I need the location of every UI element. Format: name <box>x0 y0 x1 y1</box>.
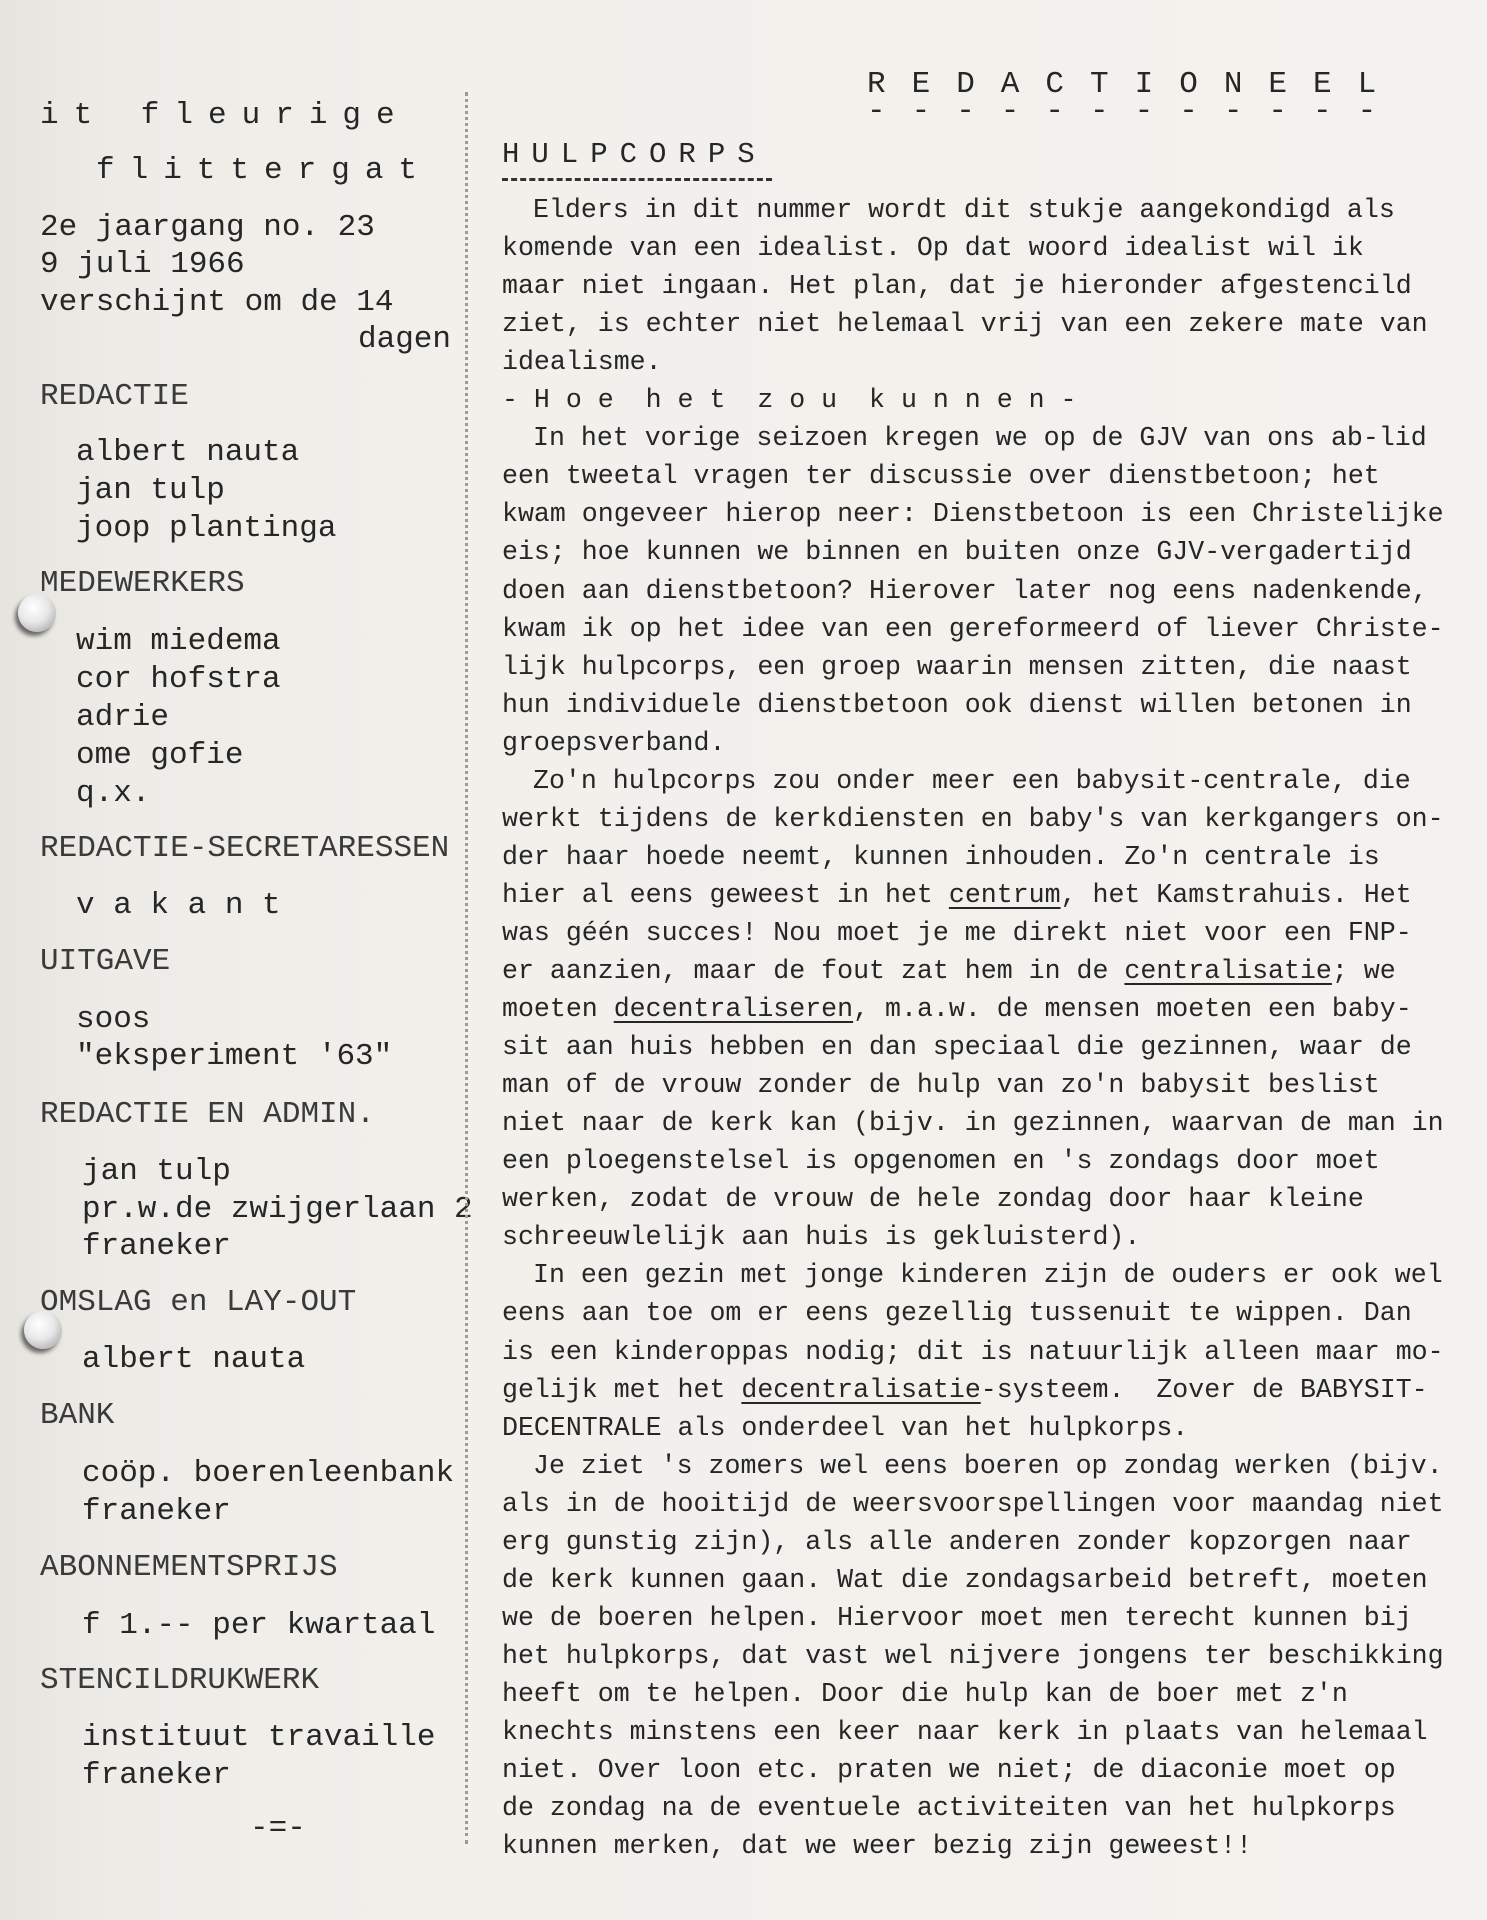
text-segment: ; we <box>1331 956 1396 986</box>
text-segment: werken, zodat de vrouw de hele zondag door haar kleine <box>502 1184 1364 1215</box>
article-line <box>502 1751 1396 1789</box>
article-line <box>502 952 1396 990</box>
article-line <box>502 1523 1412 1561</box>
colophon-entry: pr.w.de zwijgerlaan 2 <box>82 1192 473 1227</box>
article-line <box>502 495 1444 533</box>
text-segment: hun individuele dienstbetoon ook dienst willen betonen in <box>502 689 1412 720</box>
article-line <box>502 1675 1348 1713</box>
text-segment: niet. Over loon etc. praten we niet; de diaconie moet op <box>502 1755 1396 1786</box>
colophon-heading: OMSLAG en LAY-OUT <box>40 1285 357 1320</box>
article-line <box>502 1485 1444 1523</box>
colophon-entry: 2e jaargang no. 23 <box>40 210 375 245</box>
colophon-entry: franeker <box>82 1229 231 1264</box>
colophon-entry: wim miedema <box>76 624 281 659</box>
text-segment: maar niet ingaan. Het plan, dat je hieronder afgestencild <box>502 271 1412 302</box>
text-segment: DECENTRALE als onderdeel van het hulpkorps. <box>502 1412 1189 1443</box>
article-line <box>502 876 1412 914</box>
colophon-entry: f 1.-- per kwartaal <box>82 1608 436 1643</box>
text-segment: eis; hoe kunnen we binnen en buiten onze GJV-vergadertijd <box>502 537 1412 568</box>
text-segment: komende van een idealist. Op dat woord idealist wil ik <box>502 233 1364 264</box>
text-segment: knechts minstens een keer naar kerk in plaats van helemaal <box>502 1717 1428 1747</box>
colophon-entry: franeker <box>82 1494 231 1529</box>
text-segment: als in de hooitijd de weersvoorspellingen voor maandag niet <box>502 1488 1444 1519</box>
text-segment: , m.a.w. de mensen moeten een baby- <box>853 994 1412 1025</box>
article-line <box>502 1294 1412 1332</box>
article-line <box>502 990 1412 1028</box>
article-line <box>533 1447 1443 1485</box>
article-line <box>502 1713 1428 1751</box>
colophon-entry: verschijnt om de 14 <box>40 285 394 320</box>
colophon-heading: ABONNEMENTSPRIJS <box>40 1550 338 1585</box>
colophon-entry: cor hofstra <box>76 662 281 697</box>
article-line <box>502 457 1380 495</box>
article-line <box>502 343 662 381</box>
article-line <box>502 610 1444 648</box>
colophon-heading: BANK <box>40 1398 115 1433</box>
article-line <box>502 1637 1444 1675</box>
colophon-heading: REDACTIE-SECRETARESSEN <box>40 831 450 866</box>
article-line <box>502 1028 1412 1066</box>
underlined-word: centrum <box>948 879 1061 910</box>
article-line <box>502 305 1428 343</box>
masthead-title-line2: flittergat <box>96 153 433 188</box>
masthead-title-line1: it fleurige <box>40 98 410 133</box>
colophon-entry: v a k a n t <box>76 888 281 923</box>
article-line <box>502 838 1380 876</box>
colophon-entry: albert nauta <box>82 1342 306 1377</box>
article-line <box>502 914 1412 952</box>
colophon-entry: q.x. <box>76 776 151 811</box>
text-segment: de zondag na de eventuele activiteiten van het hulpkorps <box>502 1793 1396 1824</box>
colophon-heading: UITGAVE <box>40 944 171 979</box>
text-segment: doen aan dienstbetoon? Hierover later nog eens nadenkende, <box>502 575 1428 606</box>
text-segment: was géén succes! Nou moet je me direkt niet voor een FNP- <box>502 917 1412 948</box>
text-segment: sit aan huis hebben en dan speciaal die gezinnen, waar de <box>502 1032 1412 1063</box>
article-line <box>502 1827 1252 1865</box>
colophon-entry: soos <box>76 1002 151 1037</box>
article-line <box>502 533 1412 571</box>
colophon-entry: jan tulp <box>82 1154 231 1189</box>
colophon-entry: instituut travaille <box>82 1720 436 1755</box>
text-segment: moeten <box>502 994 614 1025</box>
text-segment: erg gunstig zijn), als alle anderen zonder kopzorgen naar <box>502 1526 1412 1557</box>
column-divider <box>465 92 468 1844</box>
article-line <box>502 686 1412 724</box>
text-segment: niet naar de kerk kan (bijv. in gezinnen, waarvan de man in <box>502 1108 1444 1139</box>
text-segment: Je ziet 's zomers wel eens boeren op zondag werken (bijv. <box>533 1450 1443 1481</box>
article-heading: HULPCORPS <box>502 138 767 171</box>
article-line <box>502 1218 1140 1256</box>
colophon-entry: ome gofie <box>76 738 244 773</box>
colophon-heading: REDACTIE EN ADMIN. <box>40 1097 375 1132</box>
text-segment: lijk hulpcorps, een groep waarin mensen zitten, die naast <box>502 651 1412 682</box>
article-line <box>502 229 1364 267</box>
article-heading-underline <box>502 178 772 181</box>
colophon-entry: coöp. boerenleenbank <box>82 1456 455 1491</box>
underlined-word: decentraliseren <box>613 994 854 1025</box>
text-segment: In het vorige seizoen kregen we op de GJV van ons ab-lid <box>533 423 1427 454</box>
article-line <box>502 1409 1188 1447</box>
text-segment: der haar hoede neemt, kunnen inhouden. Zo'n centrale is <box>502 841 1380 872</box>
article-line <box>502 1789 1396 1827</box>
colophon-entry: jan tulp <box>76 473 225 508</box>
colophon-heading: REDACTIE <box>40 379 189 414</box>
text-segment: gelijk met het <box>502 1374 742 1405</box>
article-line <box>502 1142 1380 1180</box>
colophon-heading: MEDEWERKERS <box>40 566 245 601</box>
article-line <box>502 1371 1428 1409</box>
text-segment: schreeuwlelijk aan huis is gekluisterd). <box>502 1222 1141 1253</box>
text-segment: de kerk kunnen gaan. Wat die zondagsarbeid betreft, moeten <box>502 1564 1428 1595</box>
colophon-entry: joop plantinga <box>76 511 337 546</box>
text-segment: , het Kamstrahuis. Het <box>1060 879 1412 910</box>
text-segment: werkt tijdens de kerkdiensten en baby's van kerkgangers on- <box>502 803 1444 834</box>
colophon-entry: 9 juli 1966 <box>40 247 245 282</box>
colophon-entry: albert nauta <box>76 435 300 470</box>
text-segment: ziet, is echter niet helemaal vrij van een zekere mate van <box>502 309 1428 340</box>
text-segment: we de boeren helpen. Hiervoor moet men terecht kunnen bij <box>502 1602 1412 1633</box>
article-line <box>533 1256 1443 1294</box>
article-line <box>502 1066 1380 1104</box>
text-segment: kwam ik op het idee van een gereformeerd of liever Christe- <box>502 613 1444 644</box>
text-segment: idealisme. <box>502 347 662 378</box>
text-segment: kwam ongeveer hierop neer: Dienstbetoon is een Christelijke <box>502 499 1444 530</box>
text-segment: er aanzien, maar de fout zat hem in de <box>502 956 1125 986</box>
article-line <box>502 1104 1444 1142</box>
text-segment: heeft om te helpen. Door die hulp kan de boer met z'n <box>502 1678 1348 1709</box>
colophon-heading: STENCILDRUKWERK <box>40 1663 320 1698</box>
article-line <box>502 381 1077 419</box>
text-segment: - H o e h e t z o u k u n n e n - <box>502 385 1077 416</box>
colophon-entry: adrie <box>76 700 170 735</box>
text-segment: een tweetal vragen ter discussie over dienstbetoon; het <box>502 461 1380 492</box>
article-line <box>502 1180 1364 1218</box>
text-segment: -systeem. Zover de BABYSIT- <box>980 1374 1428 1405</box>
article-line <box>502 648 1412 686</box>
text-segment: man of de vrouw zonder de hulp van zo'n babysit beslist <box>502 1070 1380 1101</box>
article-line <box>502 1333 1444 1371</box>
article-line <box>533 191 1395 229</box>
underlined-word: decentralisatie <box>741 1374 981 1405</box>
article-line <box>502 800 1444 838</box>
text-segment: is een kinderoppas nodig; dit is natuurlijk alleen maar mo- <box>502 1336 1444 1367</box>
text-segment: hier al eens geweest in het <box>502 879 949 910</box>
text-segment: kunnen merken, dat we weer bezig zijn geweest!! <box>502 1831 1253 1862</box>
text-segment: een ploegenstelsel is opgenomen en 's zondags door moet <box>502 1146 1380 1177</box>
text-segment: Zo'n hulpcorps zou onder meer een babysit-centrale, die <box>533 765 1411 796</box>
section-title: REDACTIONEEL <box>867 67 1403 102</box>
text-segment: eens aan toe om er eens gezellig tussenuit te wippen. Dan <box>502 1298 1412 1329</box>
text-segment: groepsverband. <box>502 727 726 758</box>
article-line <box>502 1599 1412 1637</box>
colophon-entry: "eksperiment '63" <box>76 1039 393 1074</box>
underlined-word: centralisatie <box>1124 956 1332 986</box>
colophon-entry: franeker <box>82 1758 231 1793</box>
colophon-entry: dagen <box>358 322 452 357</box>
article-line <box>533 762 1411 800</box>
article-line <box>502 1561 1428 1599</box>
article-line <box>502 724 725 762</box>
text-segment: In een gezin met jonge kinderen zijn de ouders er ook wel <box>533 1260 1443 1291</box>
text-segment: Elders in dit nummer wordt dit stukje aangekondigd als <box>533 195 1395 225</box>
section-title-underline: ------------ <box>867 94 1403 129</box>
article-line <box>533 419 1427 457</box>
article-line <box>502 572 1428 610</box>
article-line <box>502 267 1412 305</box>
text-segment: het hulpkorps, dat vast wel nijvere jongens ter beschikking <box>502 1640 1444 1671</box>
colophon-entry: -=- <box>250 1811 306 1846</box>
